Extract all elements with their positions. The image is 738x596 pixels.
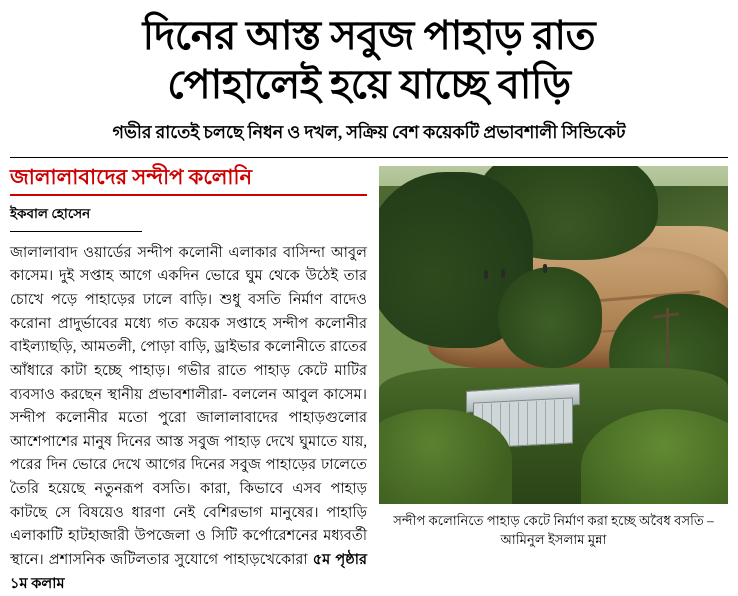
photo-tree-middle bbox=[498, 267, 603, 368]
photo-person-3 bbox=[543, 264, 547, 273]
jump-line[interactable]: ৫ম পৃষ্ঠার ১ম কলাম bbox=[10, 552, 367, 592]
subheadline: গভীর রাতেই চলছে নিধন ও দখল, সক্রিয় বেশ কয়েকটি প্রভাবশালী সিন্ডিকেট bbox=[112, 121, 626, 142]
photo-column bbox=[379, 166, 728, 556]
photo-person-2 bbox=[501, 269, 505, 278]
page-title bbox=[10, 12, 728, 110]
article-body-area bbox=[10, 164, 728, 592]
article-paragraph: জালালাবাদ ওয়ার্ডের সন্দীপ কলোনী এলাকার বাসিন্দা আবুল কাসেম। দুই সপ্তাহ আগে একদিন ভোরে ঘুম থেকে উঠেই তার চোখে পড়ে পাহাড়ের ঢালে বাড়ি। শুধু বসতি নির্মাণ বাদেও করোনা প্রাদুর্ভাবের মধ্যে গত কয়েক সপ্তাহে সন্দীপ কলোনীর বাইল্যাছড়ি, আমতলী, পোড়া বাড়ি, ড্রাইভার কলোনীতে রাতের আঁধারে কাটা হচ্ছে পাহাড়। গভীর রাতে পাহাড় কেটে মাটির ব্যবসাও করছেন স্থানীয় প্রভাবশালীরা- বললেন আবুল কাসেম। সন্দীপ কলোনীর মতো পুরো জালালাবাদের পাহাড়গুলোর আশেপাশের মানুষ দিনের আস্ত সবুজ পাহাড় দেখে ঘুমাতে যায়, পরের দিন ভোরে দেখে আগের দিনের সবুজ পাহাড়ের ঢালেতে তৈরি হয়েছে নতুনরূপ বসতি। কারা, কিভাবে এসব পাহাড় কাটছে সে বিষয়েও ধারণা নেই বেশিরভাগ মানুষের। পাহাড়ি এলাকাটি হাটহাজারী উপজেলা ও সিটি কর্পোরেশনের মধ্যবর্তী স্থানে। প্রশাসনিক জটিলতার সুযোগে পাহাড়খেকোরা bbox=[10, 244, 367, 569]
byline: ইকবাল হোসেন bbox=[10, 196, 142, 232]
article-photo bbox=[379, 166, 728, 504]
photo-caption: সন্দীপ কলোনিতে পাহাড় কেটে নির্মাণ করা হচ্ছে অবৈধ বসতি –আমিনুল ইসলাম মুন্না bbox=[393, 512, 714, 547]
article-text bbox=[10, 242, 367, 596]
header-divider bbox=[10, 157, 728, 158]
text-column bbox=[10, 164, 367, 592]
headline-line-2: পোহালেই হয়ে যাচ্ছে বাড়ি bbox=[167, 61, 571, 107]
photo-person-1 bbox=[484, 270, 488, 279]
section-kicker: জালালাবাদের সন্দীপ কলোনি bbox=[10, 166, 367, 196]
headline-line-1: দিনের আস্ত সবুজ পাহাড় রাত bbox=[142, 13, 596, 58]
